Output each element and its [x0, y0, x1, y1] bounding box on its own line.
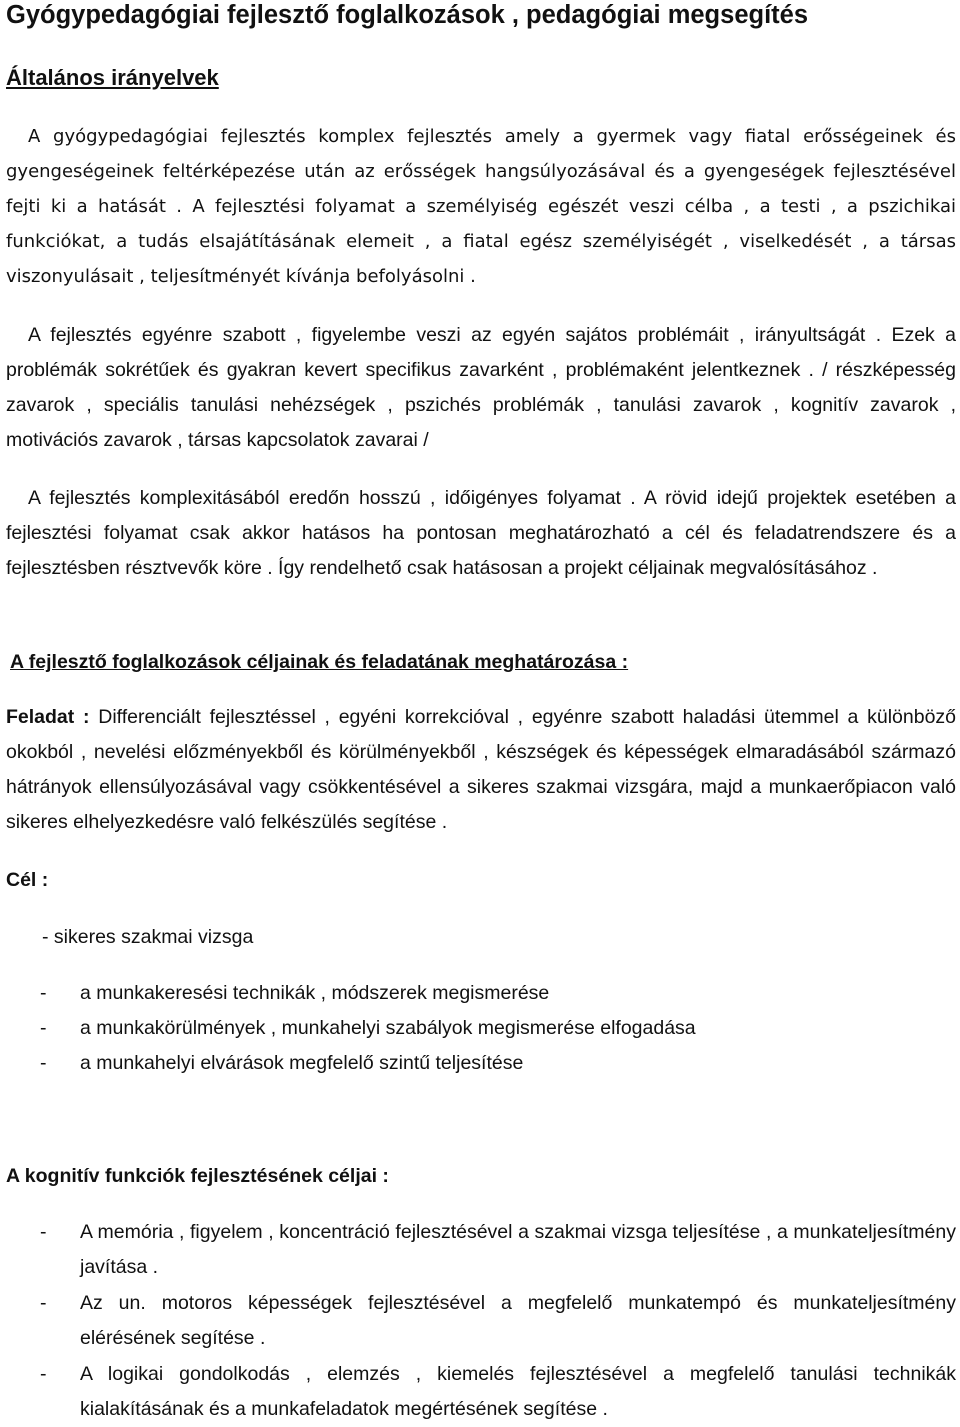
- list-dash: -: [40, 1052, 47, 1074]
- list-dash: -: [40, 1221, 47, 1243]
- list-item-text: A logikai gondolkodás , elemzés , kiemelés fejlesztésével a megfelelő tanulási technikák kialakításának és a munkafeladatok megértésének segítése .: [80, 1363, 956, 1420]
- section-heading-goals: A fejlesztő foglalkozások céljainak és feladatának meghatározása :: [10, 651, 629, 673]
- goal-first-item: - sikeres szakmai vizsga: [42, 926, 254, 948]
- list-item: [6, 1215, 956, 1285]
- list-item-text: Az un. motoros képességek fejlesztésével a megfelelő munkatempó és munkateljesítmény elérésének segítése .: [80, 1292, 956, 1349]
- section-heading-cognitive: A kognitív funkciók fejlesztésének céljai :: [6, 1165, 389, 1187]
- task-paragraph: [6, 700, 956, 840]
- paragraph-intro: A gyógypedagógiai fejlesztés komplex fejlesztés amely a gyermek vagy fiatal erősségeinek és gyengeségeinek feltérképezése után az erősségek hangsúlyozásával és a gyengeségek fejlesztésével fejti ki a hatását . A fejlesztési folyamat a személyiség egészét veszi célba , a testi , a pszichikai funkciókat, a tudás elsajátításának elemeit , a fiatal egész személyiségét , viselkedését , a társas viszonyulásait , teljesítményét kívánja befolyásolni .: [6, 126, 956, 287]
- section-heading-general: Általános irányelvek: [6, 65, 219, 90]
- list-dash: -: [40, 1017, 47, 1039]
- list-item: [6, 1357, 956, 1427]
- list-item: [6, 976, 956, 1011]
- list-dash: -: [40, 1363, 47, 1385]
- list-item-text: a munkakörülmények , munkahelyi szabályok megismerése elfogadása: [80, 1017, 696, 1039]
- list-item: [6, 1011, 956, 1046]
- paragraph-individual: A fejlesztés egyénre szabott , figyelembe veszi az egyén sajátos problémáit , irányultságát . Ezek a problémák sokrétűek és gyakran kevert specifikus zavarként , problémaként jelentkeznek . / részképesség zavarok , speciális tanulási nehézségek , pszichés problémák , tanulási zavarok , kognitív zavarok , motivációs zavarok , társas kapcsolatok zavarai /: [6, 324, 956, 451]
- list-item: [6, 1286, 956, 1356]
- task-label: Feladat :: [6, 706, 90, 728]
- list-item-text: A memória , figyelem , koncentráció fejlesztésével a szakmai vizsga teljesítése , a munkateljesítmény javítása .: [80, 1221, 956, 1278]
- list-item: [6, 1046, 956, 1081]
- list-dash: -: [40, 982, 47, 1004]
- goal-label: Cél :: [6, 869, 49, 891]
- paragraph-complexity: A fejlesztés komplexitásából eredőn hosszú , időigényes folyamat . A rövid idejű projektek esetében a fejlesztési folyamat csak akkor hatásos ha pontosan meghatározható a cél és feladatrendszere és a fejlesztésben résztvevők köre . Így rendelhető csak hatásosan a projekt céljainak megvalósításához .: [6, 487, 956, 579]
- list-item-text: a munkahelyi elvárások megfelelő szintű teljesítése: [80, 1052, 524, 1074]
- list-dash: -: [40, 1292, 47, 1314]
- document-title: Gyógypedagógiai fejlesztő foglalkozások , pedagógiai megsegítés: [6, 1, 809, 29]
- task-text: Differenciált fejlesztéssel , egyéni korrekcióval , egyénre szabott haladási ütemmel a különböző okokból , nevelési előzményekből és körülményekből , készségek és képességek elmaradásából származó hátrányok ellensúlyozásával vagy csökkentésével a sikeres szakmai vizsgára, majd a munkaerőpiacon való sikeres elhelyezkedésre való felkészülés segítése .: [6, 706, 957, 833]
- list-item-text: a munkakeresési technikák , módszerek megismerése: [80, 982, 550, 1004]
